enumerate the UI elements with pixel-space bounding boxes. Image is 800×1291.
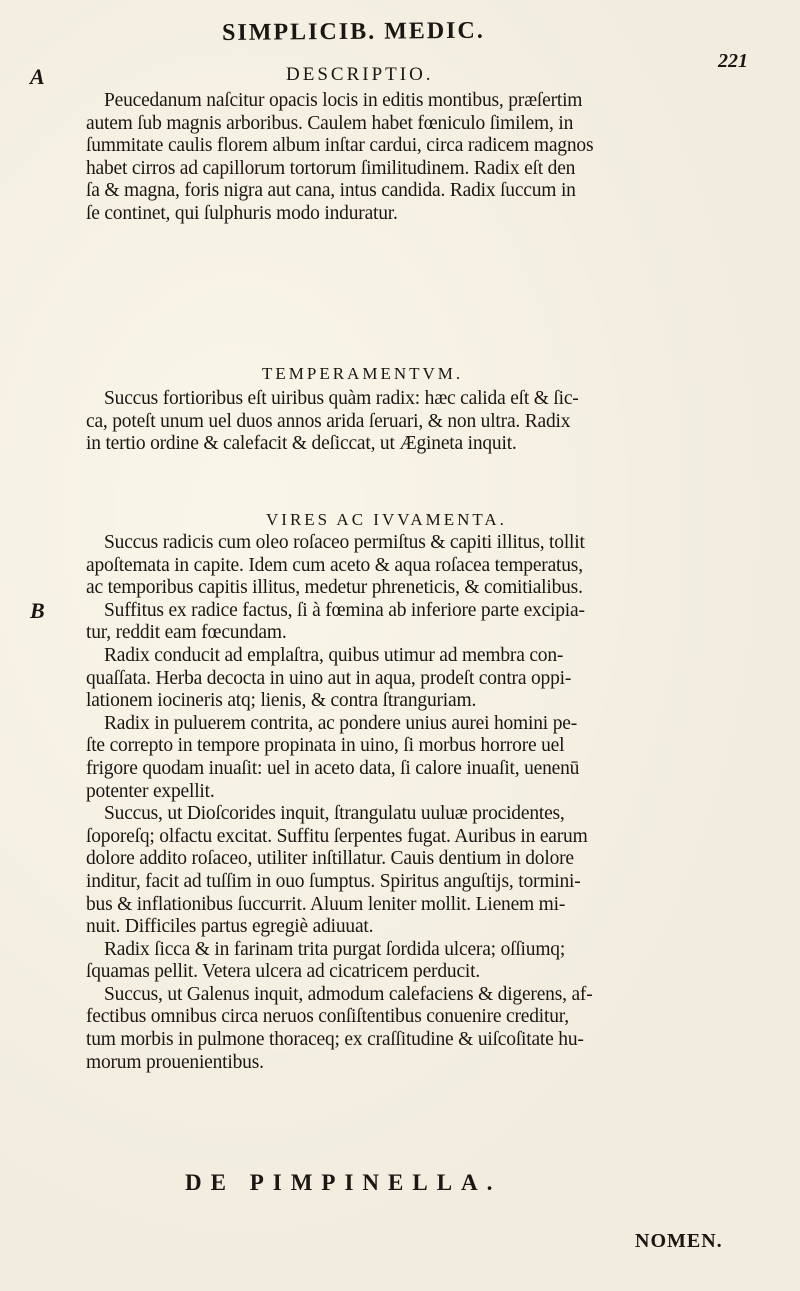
text-line: morum prouenientibus. — [86, 1051, 264, 1073]
text-line: Radix conducit ad emplaſtra, quibus utimur ad membra con- — [104, 644, 564, 666]
text-line: Suffitus ex radice factus, ſi à fœmina ab inferiore parte excipia- — [104, 599, 585, 621]
catchword: NOMEN. — [635, 1230, 723, 1252]
text-line: Succus, ut Dioſcorides inquit, ſtrangulatu uuluæ procidentes, — [104, 803, 565, 825]
margin-mark-a: A — [30, 64, 45, 89]
text-line: ca, poteſt unum uel duos annos arida ſeruari, & non ultra. Radix — [86, 410, 571, 432]
text-line: tur, reddit eam fœcundam. — [86, 622, 287, 644]
text-line: ſte correpto in tempore propinata in uino, ſi morbus horrore uel — [86, 735, 565, 757]
text-line: inditur, facit ad tuſſim in ouo ſumptus. Spiritus anguſtijs, tormini- — [86, 870, 581, 892]
text-line: Radix ſicca & in farinam trita purgat ſordida ulcera; oſſiumq; — [104, 938, 566, 960]
text-line: potenter expellit. — [86, 780, 215, 802]
text-line: ac temporibus capitis illitus, medetur phreneticis, & comitialibus. — [86, 577, 583, 599]
section-heading-descriptio: DESCRIPTIO. — [286, 64, 434, 85]
text-line: ſquamas pellit. Vetera ulcera ad cicatricem perducit. — [86, 961, 481, 983]
text-line: nuit. Difficiles partus egregiè adiuuat. — [86, 916, 374, 938]
page-header — [0, 17, 800, 72]
text-line: Peucedanum naſcitur opacis locis in editis montibus, præſertim — [104, 90, 583, 111]
text-line: Succus radicis cum oleo roſaceo permiſtus & capiti illitus, tollit — [104, 532, 585, 553]
text-line: dolore addito roſaceo, utiliter inſtillatur. Cauis dentium in dolore — [86, 848, 574, 870]
text-line: bus & inflationibus ſuccurrit. Aluum leniter mollit. Lienem mi- — [86, 893, 566, 915]
text-line: lationem iocineris atq; lienis, & contra ſtranguriam. — [86, 690, 477, 712]
page-number: 221 — [718, 50, 748, 72]
paragraph-vires — [86, 532, 736, 1074]
section-heading-pimpinella: DE PIMPINELLA. — [185, 1170, 502, 1195]
text-line: autem ſub magnis arboribus. Caulem habet fœniculo ſimilem, in — [86, 112, 574, 134]
text-line: frigore quodam inuaſit: uel in aceto data, ſi calore inuaſit, uenenū — [86, 757, 580, 779]
text-line: quaſſata. Herba decocta in uino aut in aqua, prodeſt contra oppi- — [86, 667, 572, 689]
section-heading-vires: VIRES AC IVVAMENTA. — [266, 510, 507, 529]
text-line: ſummitate caulis florem album inſtar cardui, circa radicem magnos — [86, 135, 594, 157]
running-title: SIMPLICIB. MEDIC. — [222, 17, 485, 46]
text-line: ſoporeſq; olfactu excitat. Suffitu ſerpentes fugat. Auribus in earum — [86, 825, 588, 847]
text-line: tum morbis in pulmone thoraceq; ex craſſitudine & uiſcoſitate hu- — [86, 1029, 584, 1051]
text-line: Radix in puluerem contrita, ac pondere unius aurei homini pe- — [104, 712, 577, 734]
text-line: Succus fortioribus eſt uiribus quàm radix: hæc calida eſt & ſic- — [104, 388, 579, 409]
text-line: ſa & magna, foris nigra aut cana, intus candida. Radix ſuccum in — [86, 180, 576, 202]
text-line: habet cirros ad capillorum tortorum ſimilitudinem. Radix eſt den — [86, 157, 576, 179]
margin-mark-b: B — [30, 598, 45, 623]
text-line: Succus, ut Galenus inquit, admodum calefaciens & digerens, af- — [104, 983, 593, 1005]
section-heading-temperamentum: TEMPERAMENTVM. — [262, 364, 464, 383]
paragraph-temperamentum — [86, 388, 736, 456]
text-line: in tertio ordine & calefacit & deſiccat, ut Æginetа inquit. — [86, 433, 517, 455]
text-line: ſe continet, qui ſulphuris modo induratur. — [86, 202, 398, 224]
text-line: fectibus omnibus circa neruos conſiſtentibus conuenire creditur, — [86, 1006, 569, 1028]
paragraph-descriptio — [86, 90, 736, 226]
text-line: apoſtemata in capite. Idem cum aceto & aqua roſacea temperatus, — [86, 554, 583, 576]
